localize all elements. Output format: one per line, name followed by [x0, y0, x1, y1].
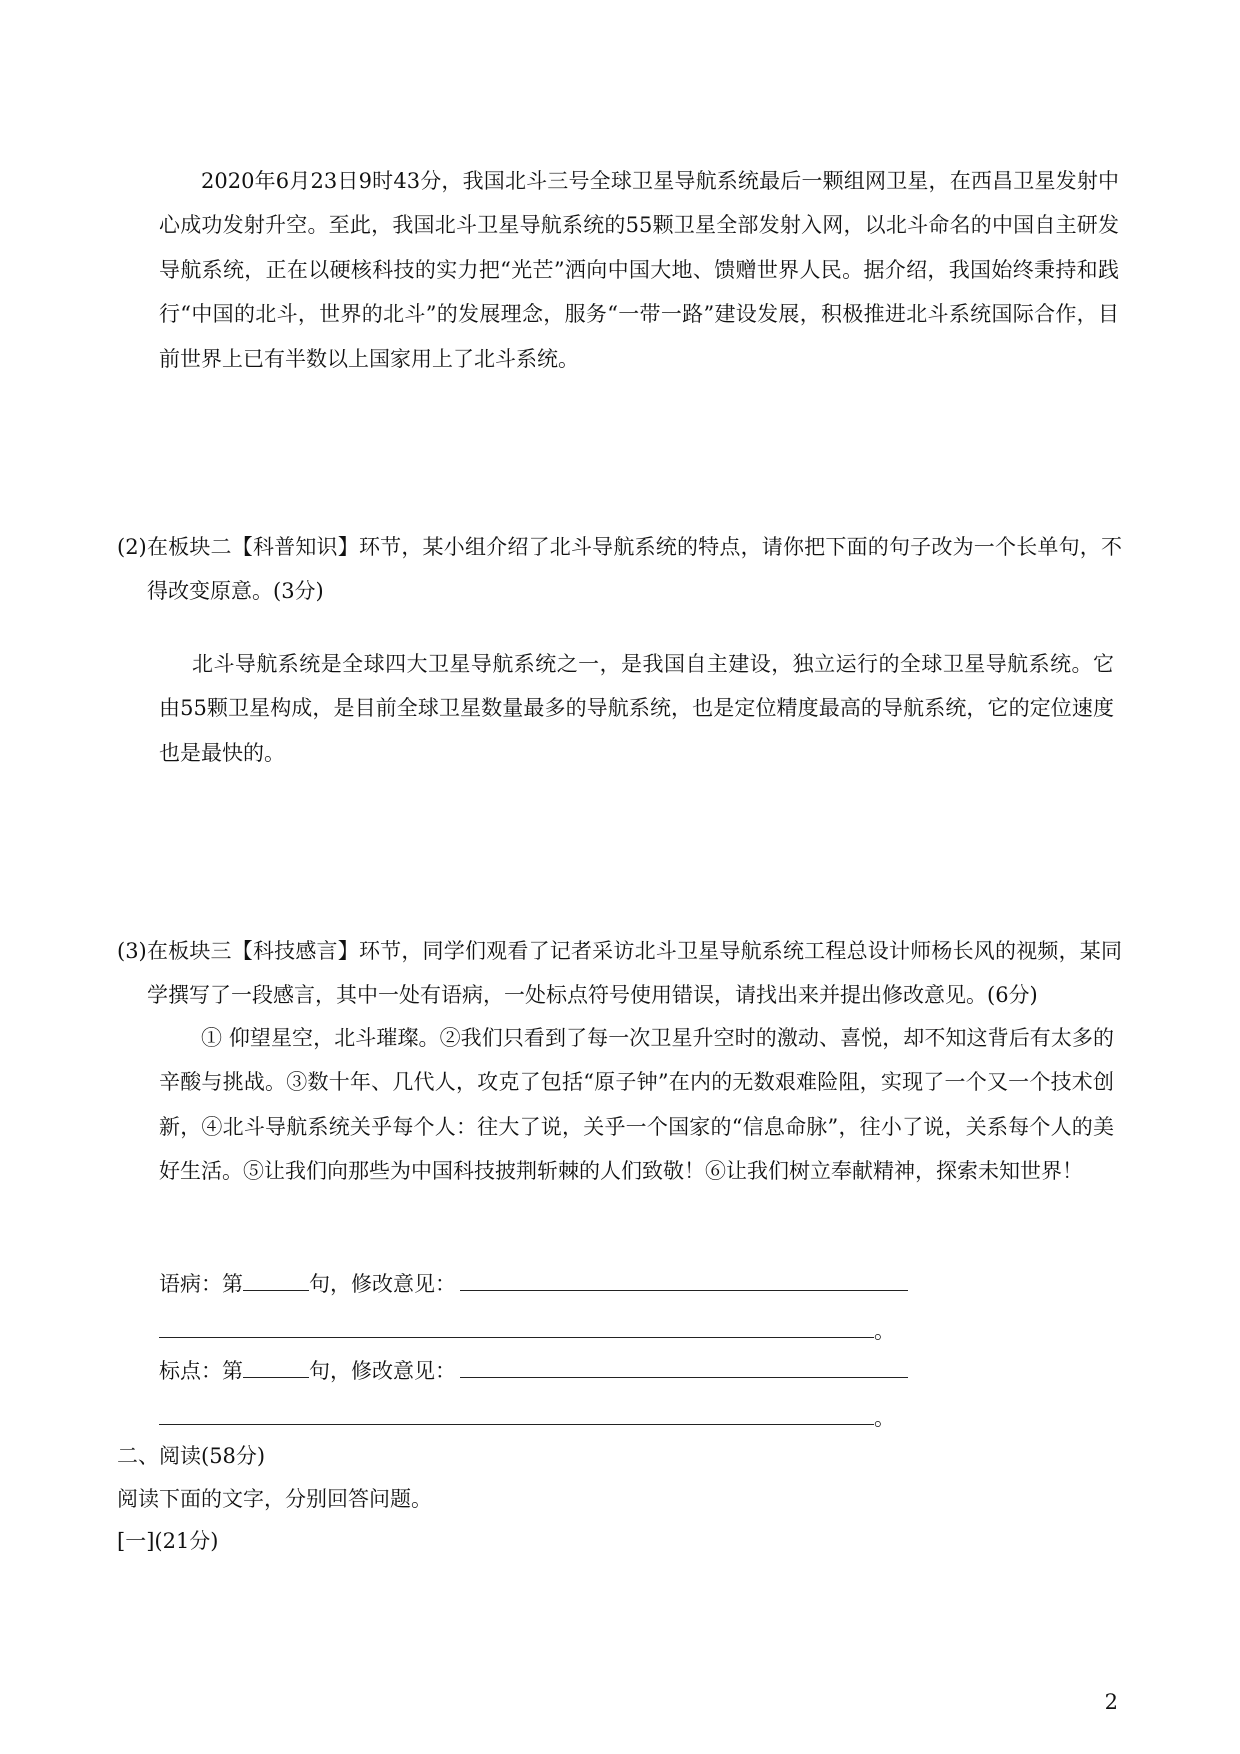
intro-paragraph: 2020年6月23日9时43分，我国北斗三号全球卫星导航系统最后一颗组网卫星，在西昌卫星发射中心成功发射升空。至此，我国北斗卫星导航系统的55颗卫星全部发射入网，以北斗命名的中国自主研发导航系统，正在以硬核科技的实力把“光芒”洒向中国大地、馈赠世界人民。据介绍，我国始终秉持和践行“中国的北斗，世界的北斗”的发展理念，服务“一带一路”建设发展，积极推进北斗系统国际合作，目前世界上已有半数以上国家用上了北斗系统。 [159, 169, 1119, 371]
punct-line-end: 。 [874, 1406, 895, 1430]
grammar-suffix: 句，修改意见： [309, 1272, 456, 1296]
question-3-passage: ① 仰望星空，北斗璀璨。②我们只看到了每一次卫星升空时的激动、喜悦，却不知这背后有太多的辛酸与挑战。③数十年、几代人，攻克了包括“原子钟”在内的无数艰难险阻，实现了一个又一个技术创新，④北斗导航系统关乎每个人：往大了说，关乎一个国家的“信息命脉”，往小了说，关系每个人的美好生活。⑤让我们向那些为中国科技披荆斩棘的人们致敬！⑥让我们树立奉献精神，探索未知世界！ [159, 1026, 1114, 1184]
grammar-sentence-blank[interactable] [243, 1270, 309, 1291]
grammar-answer-line-2 [159, 1316, 895, 1346]
section-two-part-one: [一](21分) [117, 1529, 219, 1553]
question-2-sentence: 北斗导航系统是全球四大卫星导航系统之一，是我国自主建设，独立运行的全球卫星导航系统。它由55颗卫星构成，是目前全球卫星数量最多的导航系统，也是定位精度最高的导航系统，它的定位速度也是最快的。 [159, 652, 1114, 765]
punct-answer-line-2 [159, 1403, 895, 1433]
grammar-line-end: 。 [874, 1319, 895, 1343]
punct-sentence-blank[interactable] [243, 1357, 309, 1378]
page-number: 2 [1104, 1690, 1118, 1714]
question-3-prompt: (3)在板块三【科技感言】环节，同学们观看了记者采访北斗卫星导航系统工程总设计师杨长风的视频，某同学撰写了一段感言，其中一处有语病，一处标点符号使用错误，请找出来并提出修改意见。(6分) [117, 939, 1122, 1007]
question-2-prompt: (2)在板块二【科普知识】环节，某小组介绍了北斗导航系统的特点，请你把下面的句子改为一个长单句，不得改变原意。(3分) [117, 535, 1122, 603]
grammar-revision-blank[interactable] [460, 1270, 908, 1291]
section-two-instruction: 阅读下面的文字，分别回答问题。 [117, 1487, 432, 1511]
question-3 [117, 929, 1122, 1017]
punct-answer-line [159, 1356, 908, 1386]
section-two-heading: 二、阅读(58分) [117, 1444, 266, 1468]
question-2 [117, 525, 1122, 613]
punct-revision-blank-2[interactable] [159, 1404, 874, 1425]
punct-revision-blank[interactable] [460, 1357, 908, 1378]
grammar-revision-blank-2[interactable] [159, 1317, 874, 1338]
punct-suffix: 句，修改意见： [309, 1359, 456, 1383]
grammar-label: 语病：第 [159, 1272, 243, 1296]
punct-label: 标点：第 [159, 1359, 243, 1383]
grammar-answer-line [159, 1269, 908, 1299]
